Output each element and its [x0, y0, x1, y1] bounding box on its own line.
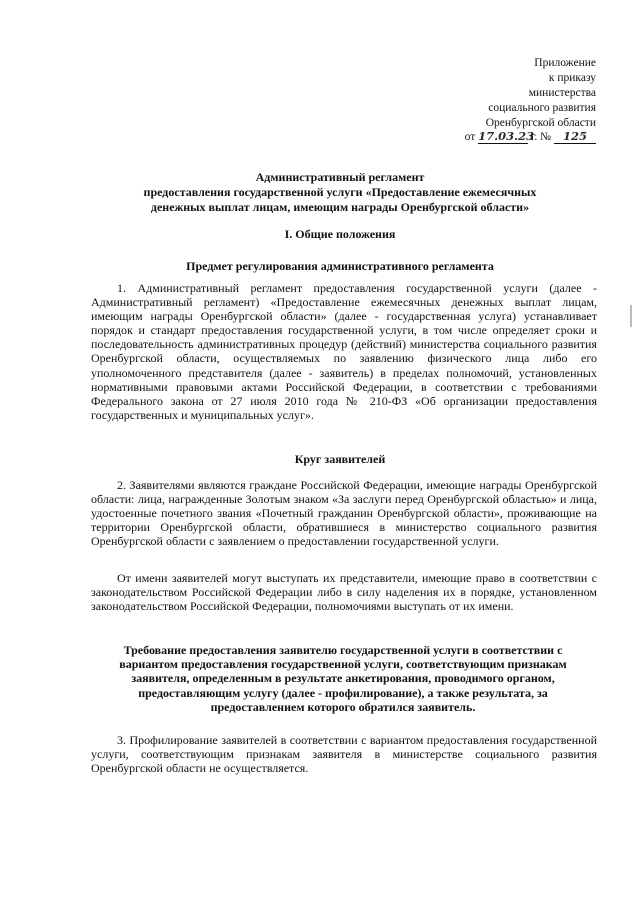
from-label: от	[464, 131, 476, 143]
title-line-2: предоставления государственной услуги «Предоставление ежемесячных	[143, 185, 537, 199]
subject-heading: Предмет регулирования административного регламента	[186, 259, 494, 273]
paragraph-2: 2. Заявителями являются граждане Российской Федерации, имеющие награды Оренбургской области: лица, награжденные Золотым знаком «За заслуги перед Оренбургской областью» и лица, удостоенные почетного звания «Почетный гражданин Оренбургской области», проживающие на территории Оренбургской области, обратившиеся в министерство социального развития Оренбургской области с заявлением о предоставлении государственной услуги.	[91, 478, 597, 549]
section-heading: I. Общие положения	[284, 227, 396, 241]
header-order-line	[465, 129, 596, 144]
header-line-2: к приказу	[548, 72, 596, 84]
header-line-1: Приложение	[534, 57, 596, 69]
title-line-1: Административный регламент	[255, 170, 425, 184]
header-line-3: министерства	[528, 87, 596, 99]
year-suffix: г. №	[530, 131, 552, 143]
paragraph-2b: От имени заявителей могут выступать их представители, имеющие право в соответствии с законодательством Российской Федерации либо в силу наделения их в порядке, установленном законодательством Российской Федерации, полномочиями выступать от их имени.	[91, 571, 597, 614]
order-date: 17.03.23	[478, 129, 535, 143]
scan-margin-mark	[630, 305, 632, 327]
paragraph-3: 3. Профилирование заявителей в соответствии с вариантом предоставления государственной услуги, соответствующим признакам заявителя в министерстве социального развития Оренбургской области не осуществляется.	[91, 733, 597, 776]
applicants-heading: Круг заявителей	[294, 452, 386, 466]
paragraph-1: 1. Административный регламент предоставления государственной услуги (далее - Административный регламент) «Предоставление ежемесячных денежных выплат лицам, имеющим награды Оренбургской области» (далее - государственная услуга) устанавливает порядок и стандарт предоставления государственной услуги, в том числе определяет сроки и последовательность административных процедур (действий) министерства социального развития Оренбургской области, осуществляемых по заявлению физического лица либо его уполномоченного представителя (далее - заявитель) в пределах полномочий, установленных нормативными правовыми актами Российской Федерации, в соответствии с требованиями Федерального закона от 27 июля 2010 года № 210-ФЗ «Об организации предоставления государственных и муниципальных услуг».	[91, 281, 597, 422]
requirement-heading: Требование предоставления заявителю государственной услуги в соответствии с вариантом предоставления государственной услуги, соответствующим признакам заявителя, определенным в результате анкетирования, проводимого органом, предоставляющим услугу (далее - профилирование), а также результата, за предоставлением которого обратился заявитель.	[119, 643, 567, 714]
title-line-3: денежных выплат лицам, имеющим награды Оренбургской области»	[150, 200, 530, 214]
header-line-5: Оренбургской области	[485, 117, 596, 129]
order-number: 125	[554, 129, 596, 144]
header-line-4: социального развития	[488, 102, 596, 114]
